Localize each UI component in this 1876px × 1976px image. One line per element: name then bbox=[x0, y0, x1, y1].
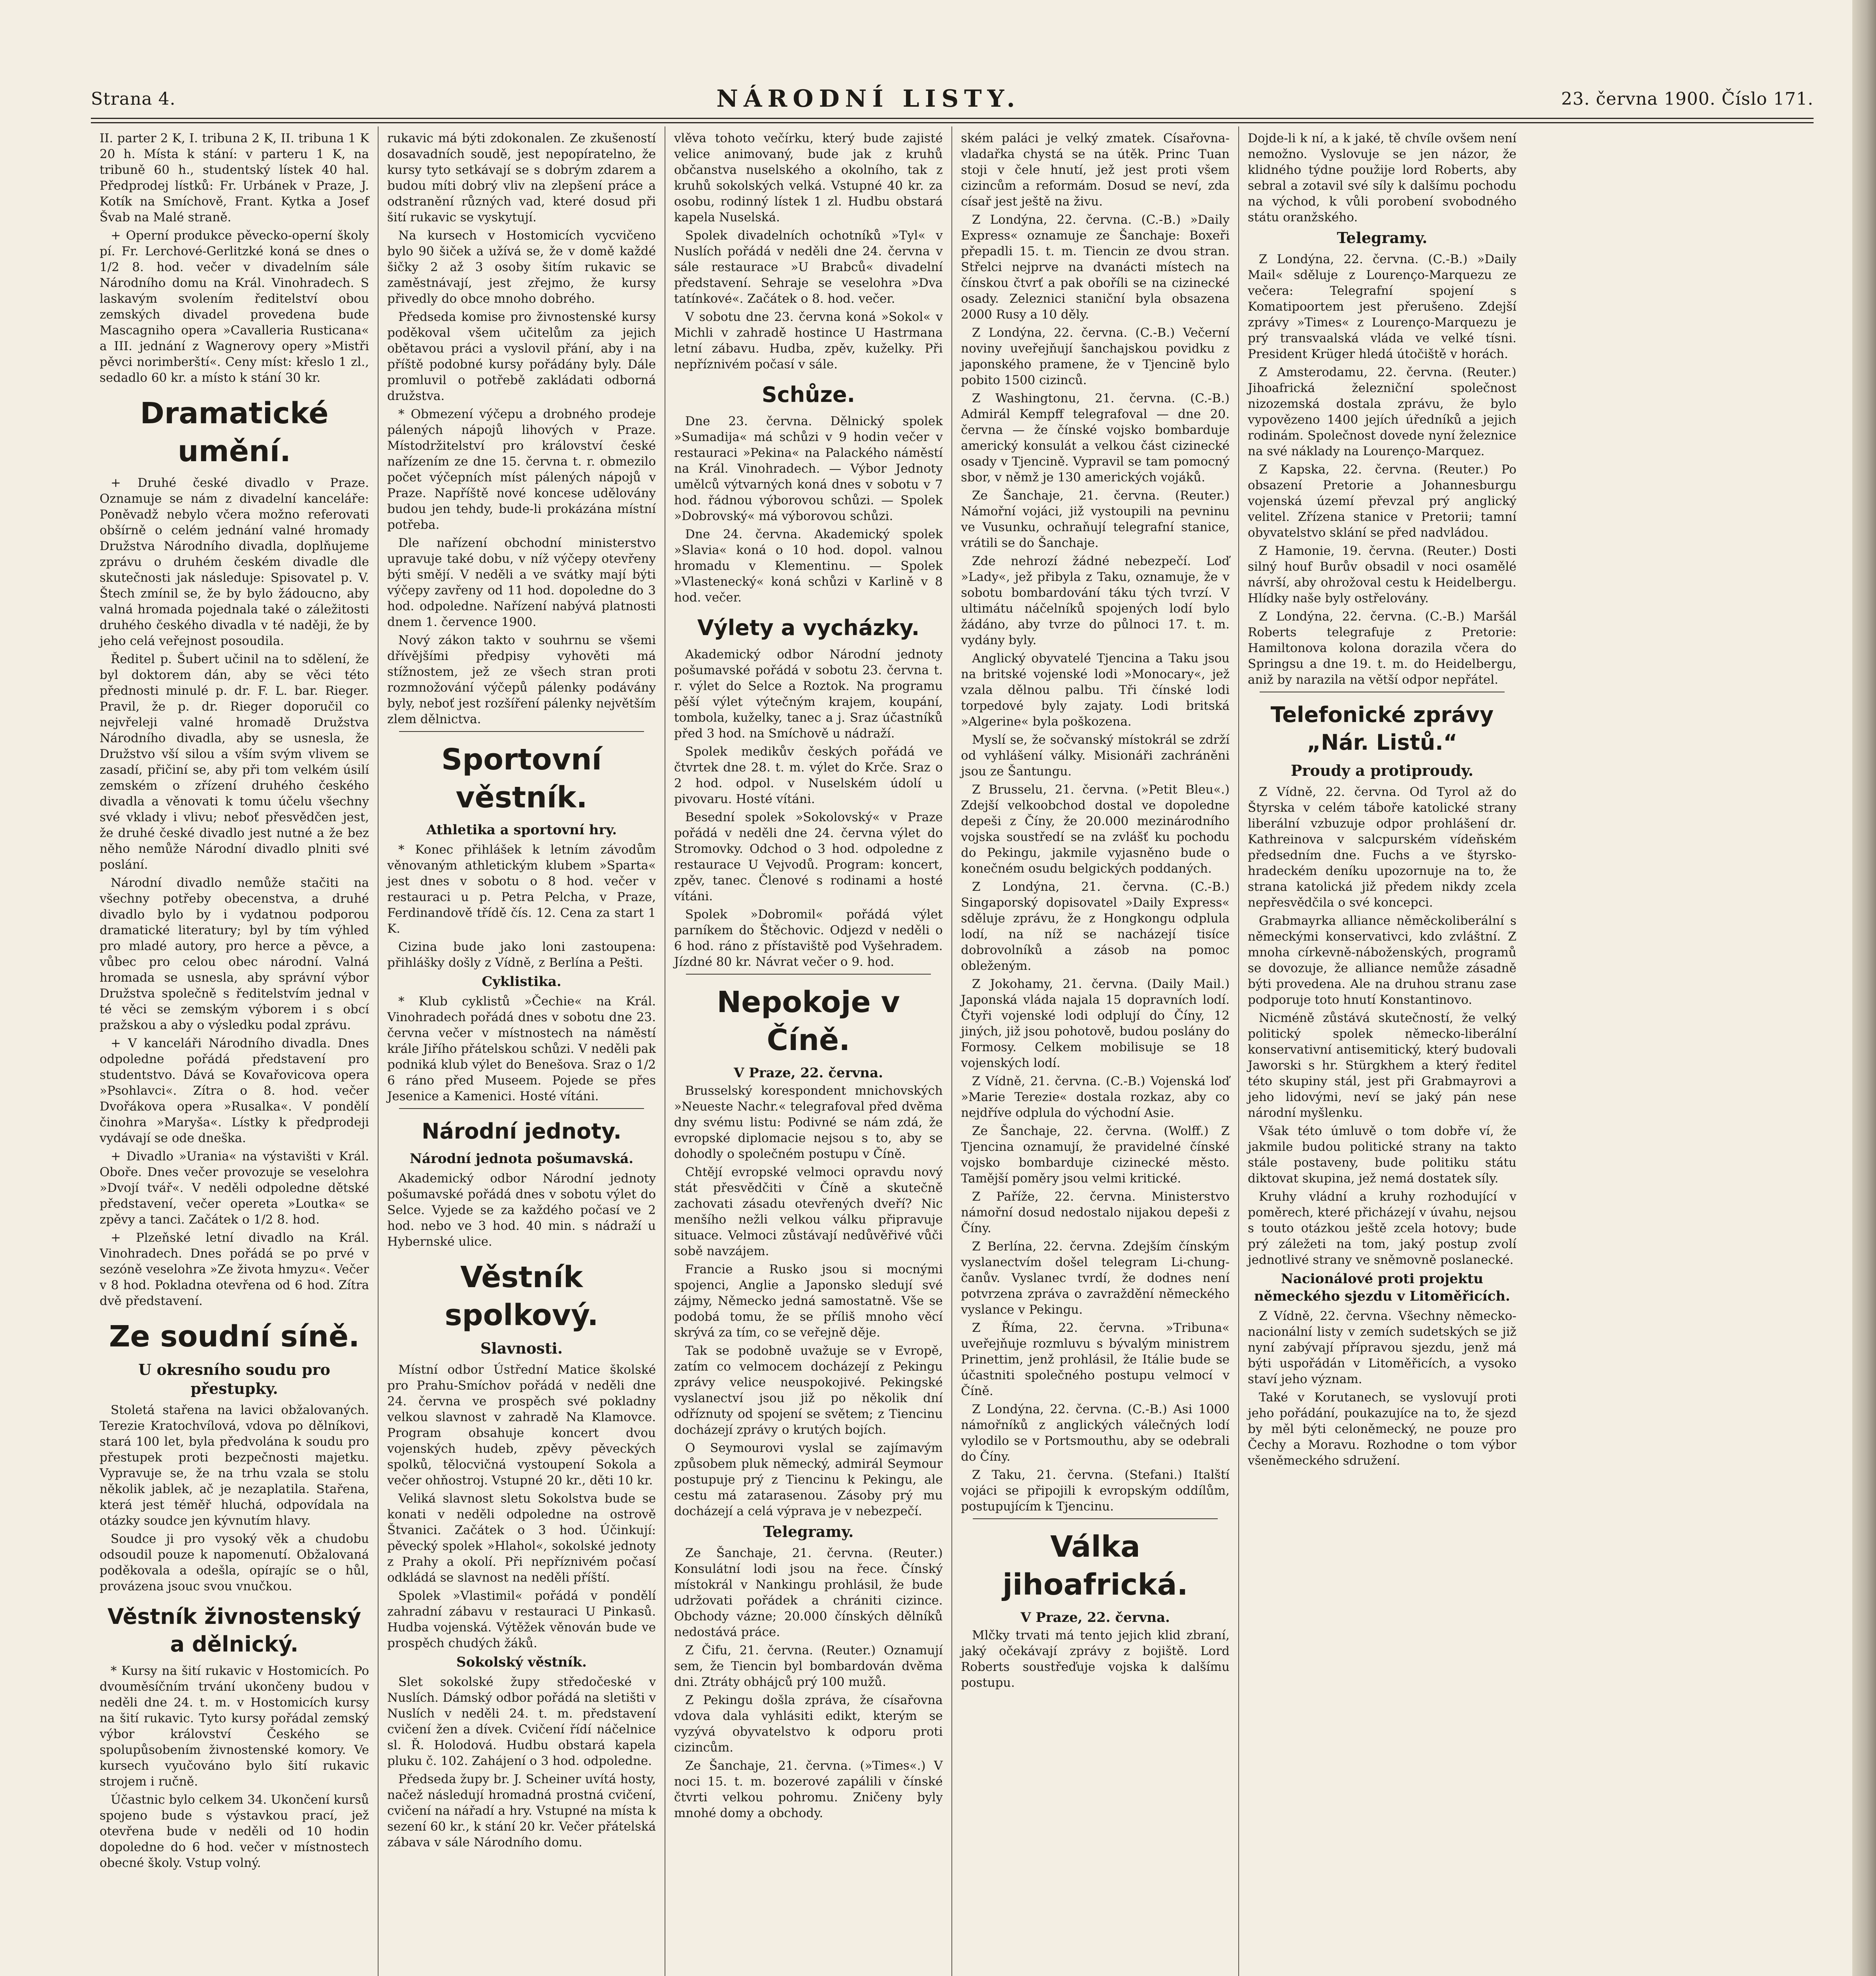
article-paragraph: Také v Korutanech, se vyslovují proti jeho pořádání, poukazujíce na to, že sjezd by měl býti celoněmecký, ne pouze pro Čechy a Moravu. Rozhodne o tom výbor všeněmeckého sdružení. bbox=[1248, 1390, 1516, 1468]
article-paragraph: Z Vídně, 21. června. (C.-B.) Vojenská loď »Marie Terezie« dostala rozkaz, aby co nejdříve odplula do východní Asie. bbox=[961, 1074, 1230, 1120]
article-paragraph: Kruhy vládní a kruhy rozhodující v poměrech, které přicházejí v úvahu, nejsou s touto otázkou ještě zcela hotovy; bude prý záležeti na tom, jaký postup zvolí jednotlivé strany ve sněmovně poslanecké. bbox=[1248, 1190, 1516, 1267]
article-paragraph: + Divadlo »Urania« na výstavišti v Král. Oboře. Dnes večer provozuje se veselohra »Dvojí tvář«. V neděli odpoledne dětské představení, večer opereta »Loutka« se zpěvy a tanci. Začátek o 1/2 8. hod. bbox=[100, 1149, 369, 1227]
subheading-national: Národní jednota pošumavská. bbox=[409, 1151, 634, 1167]
section-heading-national: Národní jednoty. bbox=[422, 1119, 622, 1144]
page-number: Strana 4. bbox=[91, 89, 176, 109]
column-2 bbox=[378, 126, 665, 1976]
section-heading-drama: Dramatické umění. bbox=[140, 396, 329, 468]
subheading-festivities: Slavnosti. bbox=[480, 1339, 563, 1357]
article-paragraph: Akademický odbor Národní jednoty pošumavské pořádá v sobotu 23. června t. r. výlet do Selce a Roztok. Na programu pěší výlet výtečným krajem, koupání, tombola, kuželky, tanec a j. Sraz účastníků před 3 hod. na Smíchově u nádraží. bbox=[674, 647, 943, 741]
article-paragraph: Dne 24. června. Akademický spolek »Slavia« koná o 10 hod. dopol. valnou hromadu v Klementinu. — Spolek »Vlastenecký« koná schůzi v Karlině v 8 hod. večer. bbox=[674, 527, 943, 605]
section-heading-phone-news: Telefonické zprávy „Nár. Listů.“ bbox=[1270, 702, 1494, 755]
article-paragraph: Národní divadlo nemůže stačiti na všechny potřeby obecenstva, a druhé divadlo bylo by i vydatnou podporou dramatické literatury; byl by tím výhled pro mladé autory, pro herce a pěvce, a vůbec pro celou obec národní. Valná hromada se usnesla, aby správní výbor Družstva společně s ředitelstvím jednal v té věci se zemským výborem i s obcí pražskou a aby o výsledku podal zprávu. bbox=[100, 876, 369, 1032]
subheading-telegrams: Telegramy. bbox=[1337, 229, 1428, 247]
article-paragraph: Z Berlína, 22. června. Zdejším čínským vyslanectvím došel telegram Li-chung-čanův. Vyslanec tvrdí, že dodnes není potvrzena zpráva o zavraždění německého vyslance v Pekingu. bbox=[961, 1239, 1230, 1317]
article-paragraph: Předseda komise pro živnostenské kursy poděkoval všem učitelům za jejich obětavou práci a vyslovil přání, aby i na příště podobné kursy pořádány byly. Dále promluvil o potřebě zakládati odborná družstva. bbox=[387, 310, 656, 403]
article-paragraph: Z Washingtonu, 21. června. (C.-B.) Admirál Kempff telegrafoval — dne 20. června — že čínské vojsko bombarduje americký konsulát a velkou část cizinecké osady v Tjencině. Vypravil se tam pomocný sbor, v němž je 130 amerických vojáků. bbox=[961, 391, 1230, 485]
section-divider bbox=[399, 731, 644, 732]
article-paragraph: + Plzeňské letní divadlo na Král. Vinohradech. Dnes pořádá se po prvé v sezóně veselohra »Ze života hmyzu«. Večer v 8 hod. Pokladna otevřena od 6 hod. Zítra dvě představení. bbox=[100, 1231, 369, 1308]
article-paragraph: Z Kapska, 22. června. (Reuter.) Po obsazení Pretorie a Johannesburgu vojenská území převzal prý anglický velitel. Zřízena stanice v Pretorii; tamní obyvatelstvo sklání se před nadvládou. bbox=[1248, 462, 1516, 540]
section-heading-boer-war: Válka jihoafrická. bbox=[1002, 1530, 1188, 1602]
article-paragraph: Brusselský korespondent mnichovských »Neueste Nachr.« telegrafoval před dvěma dny svému listu: Podivné se nám zdá, že evropské diplomacie nejsou s to, aby se dohodly o společném postupu v Číně. bbox=[674, 1084, 943, 1161]
article-paragraph: Slet sokolské župy středočeské v Nuslích. Dámský odbor pořádá na sletišti v Nuslích v neděli 24. t. m. představení cvičení žen a dívek. Cvičení řídí náčelnice sl. Ř. Holodová. Hudbu obstará kapela pluku č. 102. Zahájení o 3 hod. odpoledne. bbox=[387, 1675, 656, 1768]
article-paragraph: Z Jokohamy, 21. června. (Daily Mail.) Japonská vláda najala 15 dopravních lodí. Čtyři vojenské lodi odplují do Číny, 12 jiných, již jsou pohotově, budou poslány do Formosy. Celkem mobilisuje se 18 vojenských lodí. bbox=[961, 977, 1230, 1070]
section-divider bbox=[973, 1518, 1218, 1519]
article-paragraph: Tak se podobně uvažuje se v Evropě, zatím co velmocem docházejí z Pekingu zprávy velice neuspokojivé. Pekingské vyslanectví jsou již po několik dní odříznuty od spojení se světem; z Tiencinu docházejí zprávy o krutých bojích. bbox=[674, 1344, 943, 1437]
column-5 bbox=[1238, 126, 1525, 1976]
article-paragraph: Soudce ji pro vysoký věk a chudobu odsoudil pouze k napomenutí. Obžalovaná poděkovala a odešla, opírajíc se o hůl, provázena jsouc svou vnučkou. bbox=[100, 1532, 369, 1593]
article-paragraph: Cizina bude jako loni zastoupena: přihlášky došly z Vídně, z Berlína a Pešti. bbox=[387, 940, 656, 970]
masthead-title: NÁRODNÍ LISTY. bbox=[716, 85, 1021, 113]
article-paragraph: Z Čifu, 21. června. (Reuter.) Oznamují sem, že Tiencin byl bombardován dvěma dni. Ztráty obhájců prý 100 mužů. bbox=[674, 1643, 943, 1689]
article-paragraph: Zde nehrozí žádné nebezpečí. Loď »Lady«, jež přibyla z Taku, oznamuje, že v sobotu bombardování táku tých tvrzí. V ultimátu náčelníků spojených lodí bylo žádáno, aby tvrze do půlnoci 17. t. m. vydány byly. bbox=[961, 554, 1230, 647]
article-paragraph: Z Brusselu, 21. června. (»Petit Bleu«.) Zdejší velkoobchod dostal ve dopoledne depeši z Číny, že 20.000 mezinárodního vojska soustředí se na zvlášť ku pochodu do Pekingu, jakmile vyjasněno bude o konečném osudu belgických poddaných. bbox=[961, 782, 1230, 876]
article-paragraph: Chtějí evropské velmoci opravdu nový stát přesvědčiti v Číně a skutečně zachovati zásadu otevřených dveří? Nic menšího nežli velkou válku připravuje situace. Velmoci zůstávají nedůvěřivé vůči sobě navzájem. bbox=[674, 1165, 943, 1258]
subheading-court: U okresního soudu pro přestupky. bbox=[138, 1361, 330, 1397]
article-paragraph: Grabmayrka alliance něměckoliberální s německými konservativci, kdo zvláštní. Z mnoha církevně-náboženských, programů se dovozuje, že alliance nemůže zásadně býti provedena. Ale na druhou stranu zase podporuje toto hnutí Konstantinovo. bbox=[1248, 914, 1516, 1007]
article-paragraph: Na kursech v Hostomicích vycvičeno bylo 90 šiček a užívá se, že v domě každé šičky 2 až 3 osoby šitím rukavic se zaměstnávají, jest zřejmo, že kursy přivedly do obce mnoho dobrého. bbox=[387, 228, 656, 306]
section-heading-trips: Výlety a vycházky. bbox=[697, 615, 920, 640]
article-paragraph: + Operní produkce pěvecko-operní školy pí. Fr. Lerchové-Gerlitzké koná se dnes o 1/2 8. hod. večer v divadelním sále Národního domu na Král. Vinohradech. S laskavým svolením ředitelství obou zemských divadel provedena bude Mascagniho opera »Cavalleria Rusticana« a III. jednání z Wagnerovy opery »Mistři pěvci norimberští«. Ceny míst: křeslo 1 zl., sedadlo 60 kr. a místo k stání 30 kr. bbox=[100, 228, 369, 385]
article-paragraph: * Klub cyklistů »Čechie« na Král. Vinohradech pořádá dnes v sobotu dne 23. června večer v místnostech na náměstí krále Jiřího přátelskou schůzi. V neděli pak podniká klub výlet do Benešova. Sraz o 1/2 6 ráno před Museem. Pojede se přes Jesenice a Kamenici. Hosté vítáni. bbox=[387, 994, 656, 1103]
article-paragraph: Z Paříže, 22. června. Ministerstvo námořní dosud nedostalo nijakou depeši z Číny. bbox=[961, 1190, 1230, 1235]
article-paragraph: Dne 23. června. Dělnický spolek »Sumadija« má schůzi v 9 hodin večer v restauraci »Pekina« na Palackého náměstí na Král. Vinohradech. — Výbor Jednoty umělců výtvarných koná dnes v sobotu v 7 hod. řádnou výborovou schůzi. — Spolek »Dobrovský« má výborovou schůzi. bbox=[674, 414, 943, 523]
article-paragraph: Dojde-li k ní, a k jaké, tě chvíle ovšem není nemožno. Vyslovuje se jen názor, že klidného týdne použije lord Roberts, aby sebral a zotavil své síly k dalšímu pochodu na východ, k vůli porobení svobodného státu oranžského. bbox=[1248, 131, 1516, 224]
article-paragraph: Z Vídně, 22. června. Všechny německo-nacionální listy v zemích sudetských se již nyní zabývají přípravou sjezdu, jenž má býti uspořádán v Litoměřicích, a vysoko staví jeho význam. bbox=[1248, 1309, 1516, 1386]
article-paragraph: Stoletá stařena na lavici obžalovaných. Terezie Kratochvílová, vdova po dělníkovi, stará 100 let, byla předvolána k soudu pro přestupek proti bezpečnosti majetku. Vypravuje se, že na trhu vzala se stolu několik jablek, ač je nezaplatila. Stařena, která jest téměř hluchá, odpovídala na otázky soudce jen kývnutím hlavy. bbox=[100, 1403, 369, 1528]
article-paragraph: Místní odbor Ústřední Matice školské pro Prahu-Smíchov pořádá v neděli dne 24. června ve prospěch své pokladny velkou slavnost v zahradě Na Klamovce. Program obsahuje koncert dvou vojenských hudeb, zpěvy pěveckých spolků, tělocvičná vystoupení Sokola a večer ohňostroj. Vstupné 20 kr., děti 10 kr. bbox=[387, 1363, 656, 1488]
subheading-athletics: Athletika a sportovní hry. bbox=[426, 822, 617, 838]
article-paragraph: Nový zákon takto v souhrnu se všemi dřívějšími předpisy vyhověti má stížnostem, jež ze všech stran proti rozmnožování výčepů pálenky podávány byly, neboť jest rozšíření pálenky největším zlem dělnictva. bbox=[387, 633, 656, 726]
article-paragraph: Spolek »Dobromil« pořádá výlet parníkem do Štěchovic. Odjezd v neděli o 6 hod. ráno z přístaviště pod Vyšehradem. Jízdné 80 kr. Návrat večer o 9. hod. bbox=[674, 907, 943, 969]
article-paragraph: Mlčky trvati má tento jejich klid zbraní, jaký očekávají zprávy z bojiště. Lord Roberts soustřeďuje vojska k dalšímu postupu. bbox=[961, 1628, 1230, 1690]
section-heading-sport: Sportovní věstník. bbox=[441, 743, 602, 815]
article-paragraph: vlěva tohoto večírku, který bude zajisté velice animovaný, bude jak z kruhů občanstva nuselského a okolního, tak z kruhů sokolských velká. Vstupné 40 kr. za osobu, rodinný lístek 1 zl. Hudbu obstará kapela Nuselská. bbox=[674, 131, 943, 224]
subheading-nationalists: Nacionálové proti projektu německého sjezdu v Litoměřicích. bbox=[1254, 1271, 1510, 1304]
article-paragraph: Z Říma, 22. června. »Tribuna« uveřejňuje rozmluvu s bývalým ministrem Prinettim, jenž prohlásil, že Itálie bude se účastniti společného postupu velmocí v Číně. bbox=[961, 1321, 1230, 1398]
subheading-cycling: Cyklistika. bbox=[482, 974, 561, 990]
column-1 bbox=[91, 126, 378, 1976]
article-paragraph: O Seymourovi vyslal se zajímavým způsobem pluk německý, admirál Seymour postupuje prý z Tiencinu k Pekingu, ale cestu má zatarasenou. Zásoby prý mu docházejí a celá výprava je v nebezpečí. bbox=[674, 1441, 943, 1518]
column-4 bbox=[951, 126, 1238, 1976]
article-paragraph: Však této úmluvě o tom dobře ví, že jakmile budou politické strany na takto stále postaveny, bude politiku státu diktovat skupina, jež nemá dostatek síly. bbox=[1248, 1124, 1516, 1186]
article-paragraph: Z Londýna, 22. června. (C.-B.) »Daily Express« oznamuje ze Šanchaje: Boxeři přepadli 15. t. m. Tiencin ze dvou stran. Střelci nejprve na dvanácti místech na čínskou čtvrť a pak oboříli se na cizinecké osady. Zeleznici staniční byla obsazena 2000 Rusy a 10 děly. bbox=[961, 213, 1230, 322]
article-paragraph: Ředitel p. Šubert učinil na to sdělení, že byl doktorem dán, aby se věci této přednosti minulé p. dr. F. L. bar. Rieger. Pravil, že p. dr. Rieger doporučil co nejvřeleji valné hromadě Družstva Národního divadla, aby se usnesla, že Družstvo vší silou a vším svým vlivem se zasadí, přičiní se, aby při tom velkém úsilí zemském o zřízení druhého českého divadla a věnovati k tomu účelu všechny své vklady i vlivu; neboť přesvědčen jest, že druhé české divadlo jest nutné a že bez něho nemůže Národní divadlo plniti své poslání. bbox=[100, 652, 369, 872]
article-paragraph: Z Londýna, 22. června. (C.-B.) Maršál Roberts telegrafuje z Pretorie: Hamiltonova kolona dorazila včera do Springsu a dne 19. t. m. do Heidelbergu, aniž by narazila na větší odpor nepřátel. bbox=[1248, 609, 1516, 687]
article-paragraph: Z Londýna, 21. června. (C.-B.) Singaporský dopisovatel »Daily Express« sděluje zprávu, že z Hongkongu odplula lodí, na níž se nacházejí tisíce dobrovolníků a zásob na pomoc obleženým. bbox=[961, 880, 1230, 973]
article-paragraph: Francie a Rusko jsou si mocnými spojenci, Anglie a Japonsko sledují své zájmy, Německo jedná samostatně. Vše se podobá tomu, že se příliš mnoho věcí skrývá za tím, co se veřejně děje. bbox=[674, 1262, 943, 1340]
subheading-sokol: Sokolský věstník. bbox=[456, 1654, 587, 1670]
article-paragraph: Ze Šanchaje, 22. června. (Wolff.) Z Tjencina oznamují, že pravidelné čínské vojsko bombarduje cizinecké město. Tamější poměry jsou velmi kritické. bbox=[961, 1124, 1230, 1186]
article-paragraph: ském paláci je velký zmatek. Císařovna-vladařka chystá se na útěk. Princ Tuan stoji v čele hnutí, jež jest proti všem cizincům a reformám. Dosud se neví, zda císař jest ještě na živu. bbox=[961, 131, 1230, 209]
header-rule bbox=[91, 118, 1814, 123]
article-paragraph: Nicméně zůstává skutečností, že velký politický spolek německo-liberální konservativní antisemitický, který budovali Jaworski s hr. Stürgkhem a který ředitel této skupiny stál, jest při Grabmayrovi a jeho lidovými, neví se jaký pán nese národní myšlenku. bbox=[1248, 1011, 1516, 1120]
article-paragraph: Spolek medikův českých pořádá ve čtvrtek dne 28. t. m. výlet do Krče. Sraz o 2 hod. odpol. v Nuselském údolí u pivovaru. Hosté vítáni. bbox=[674, 745, 943, 806]
section-heading-associations: Věstník spolkový. bbox=[445, 1260, 599, 1332]
text-columns bbox=[91, 126, 1814, 1976]
article-paragraph: Předseda župy br. J. Scheiner uvítá hosty, načež následují hromadná prostná cvičení, cvičení na nářadí a hry. Vstupné na místa k sezení 60 kr., k stání 20 kr. Večer přátelská zábava v sále Národního domu. bbox=[387, 1772, 656, 1850]
article-paragraph: Veliká slavnost sletu Sokolstva bude se konati v neděli odpoledne na ostrově Štvanici. Začátek o 3 hod. Účinkují: pěvecký spolek »Hlahol«, sokolské jednoty z Prahy a okolí. Při nepříznivém počasí odkládá se slavnost na neděli příští. bbox=[387, 1491, 656, 1585]
section-heading-china: Nepokoje v Číně. bbox=[717, 985, 900, 1057]
article-paragraph: Anglický obyvatelé Tjencina a Taku jsou na britské vojenské lodi »Monocary«, jež vzala dělnou palbu. Tři čínské lodi torpedové byly zajaty. Lodi britská »Algerine« byla poškozena. bbox=[961, 651, 1230, 729]
article-paragraph: + V kanceláři Národního divadla. Dnes odpoledne pořádá představení pro studentstvo. Dává se Kovařovicova opera »Psohlavci«. Zítra o 8. hod. večer Dvořákova opera »Rusalka«. V pondělí činohra »Maryša«. Lístky k předprodeji vydávají se ode dneška. bbox=[100, 1036, 369, 1145]
article-paragraph: rukavic má býti zdokonalen. Ze zkušeností dosavadních soudě, jest nepopíratelno, že kursy tyto setkávají se s dobrým zdarem a budou míti dobrý vliv na zlepšení práce a odstranění různých vad, které dosud při šití rukavic se vyskytují. bbox=[387, 131, 656, 224]
article-paragraph: * Kursy na šití rukavic v Hostomicích. Po dvouměsíčním trvání ukončeny budou v neděli dne 24. t. m. v Hostomicích kursy na šití rukavic. Tyto kursy pořádal zemský výbor království Českého se spolupůsobením živnostenské komory. Ve kursech vyučováno bylo šití rukavic strojem i ručně. bbox=[100, 1664, 369, 1789]
section-heading-court: Ze soudní síně. bbox=[109, 1320, 360, 1354]
issue-date: 23. června 1900. Číslo 171. bbox=[1561, 89, 1814, 109]
article-paragraph: V sobotu dne 23. června koná »Sokol« v Michli v zahradě hostince U Hastrmana letní zábavu. Hudba, zpěv, kuželky. Při nepříznivém počasí v sále. bbox=[674, 310, 943, 371]
article-paragraph: Akademický odbor Národní jednoty pošumavské pořádá dnes v sobotu výlet do Selce. Vyjede se za každého počasí ve 2 hod. nebo ve 3 hod. 40 min. s nádraží u Hybernské ulice. bbox=[387, 1171, 656, 1249]
article-paragraph: Ze Šanchaje, 21. června. (Reuter.) Námořní vojáci, již vystoupili na pevninu ve Vusunku, ochraňují telegrafní stanice, vrátili se do Šanchaje. bbox=[961, 488, 1230, 550]
article-paragraph: Z Taku, 21. června. (Stefani.) Italští vojáci se připojili k evropským oddílům, postupujícím k Tjencinu. bbox=[961, 1468, 1230, 1514]
dateline: V Praze, 22. června. bbox=[1021, 1610, 1170, 1625]
article-paragraph: Z Amsterodamu, 22. června. (Reuter.) Jihoafrická železniční společnost nizozemská dostala zprávu, že bylo vypovězeno 1400 jejích úředníků a jejich rodinám. Společnost dovede nyní železnice na své náklady na Lourenço-Marquez. bbox=[1248, 365, 1516, 458]
article-paragraph: Z Londýna, 22. června. (C.-B.) Asi 1000 námořníků z anglických válečných lodí vylodilo se v Portsmouthu, aby se odebrali do Číny. bbox=[961, 1402, 1230, 1464]
dateline: V Praze, 22. června. bbox=[734, 1065, 883, 1081]
column-3 bbox=[665, 126, 951, 1976]
article-paragraph: + Druhé české divadlo v Praze. Oznamuje se nám z divadelní kanceláře: Poněvadž nebylo včera možno referovati obšírně o celém jednání valné hromady Družstva Národního divadla, doplňujeme zprávu o druhém českém divadle dle skutečnosti jak následuje: Spisovatel p. V. Štech zmínil se, že by bylo žádoucno, aby valná hromada pojednala také o záležitosti druhého českého divadla v té naději, že by jeho celá veřejnost posoudila. bbox=[100, 476, 369, 648]
section-divider bbox=[686, 974, 931, 975]
subheading-currents: Proudy a protiproudy. bbox=[1290, 762, 1474, 779]
article-paragraph: * Konec přihlášek k letním závodům věnovaným athletickým klubem »Sparta« jest dnes v sobotu o 8 hod. večer v restauraci u p. Petra Pelcha, v Praze, Ferdinandově třídě čís. 12. Cena za start 1 K. bbox=[387, 843, 656, 936]
article-paragraph: II. parter 2 K, I. tribuna 2 K, II. tribuna 1 K 20 h. Místa k stání: v parteru 1 K, na tribuně 60 h., studentský lístek 40 hal. Předprodej lístků: Fr. Urbánek v Praze, J. Kotík na Smíchově, Frant. Kytka a Josef Švab na Malé straně. bbox=[100, 131, 369, 224]
section-divider bbox=[399, 1108, 644, 1109]
section-heading-meetings: Schůze. bbox=[761, 382, 855, 407]
scan-edge bbox=[1852, 0, 1876, 1976]
article-paragraph: Myslí se, že sočvanský místokrál se zdrží od vyhlášení války. Misionáři zachráněni jsou ze Šantungu. bbox=[961, 733, 1230, 779]
article-paragraph: Spolek »Vlastimil« pořádá v pondělí zahradní zábavu v restauraci U Pinkasů. Hudba vojenská. Výtěžek věnován bude ve prospěch chudých žáků. bbox=[387, 1589, 656, 1650]
article-paragraph: Účastnic bylo celkem 34. Ukončení kursů spojeno bude s výstavkou prací, jež otevřena bude v neděli od 10 hodin dopoledne do 6 hod. večer v místnostech obecné školy. Vstup volný. bbox=[100, 1793, 369, 1870]
running-header bbox=[91, 83, 1814, 115]
article-paragraph: Spolek divadelních ochotníků »Tyl« v Nuslích pořádá v neděli dne 24. června v sále restaurace »U Brabců« divadelní představení. Sehraje se veselohra »Dva tatínkové«. Začátek o 8. hod. večer. bbox=[674, 228, 943, 306]
article-paragraph: Z Vídně, 22. června. Od Tyrol až do Štyrska v celém táboře katolické strany liberální vzbuzuje odpor prohlášení dr. Kathreinova v salcpurském vídeňském předsedním dne. Fuchs a ve štyrsko-hradeckém deníku upozornuje na to, že strana katolická již předem nikdy zcela nepřesvědčila o své koncepci. bbox=[1248, 785, 1516, 910]
article-paragraph: * Obmezení výčepu a drobného prodeje pálených nápojů lihových v Praze. Místodržitelství pro království české nařízením ze dne 15. června t. r. obmezilo počet výčepních míst pálených nápojů v Praze. Napříště nové koncese udělovány budou jen tehdy, bude-li prokázána místní potřeba. bbox=[387, 407, 656, 532]
subheading-telegrams: Telegramy. bbox=[763, 1523, 854, 1540]
article-paragraph: Ze Šanchaje, 21. června. (»Times«.) V noci 15. t. m. bozerové zapálili v čínské čtvrti velkou pohromu. Zničeny byly mnohé domy a obchody. bbox=[674, 1759, 943, 1820]
article-paragraph: Z Londýna, 22. června. (C.-B.) »Daily Mail« sděluje z Lourenço-Marquezu ze večera: Telegrafní spojení s Komatipoortem jest přerušeno. Zdejší zprávy »Times« z Lourenço-Marquezu je prý transvaalská vláda ve velké tísni. President Krüger hledá útočiště v horách. bbox=[1248, 252, 1516, 361]
article-paragraph: Z Londýna, 22. června. (C.-B.) Večerní noviny uveřejňují šanchajskou povidku z japonského pramene, že v Tjencině bylo pobito 1500 cizinců. bbox=[961, 326, 1230, 387]
article-paragraph: Z Pekingu došla zpráva, že císařovna vdova dala vyhlásiti edikt, kterým se vyzývá obyvatelstvo k odporu proti cizincům. bbox=[674, 1693, 943, 1755]
article-paragraph: Z Hamonie, 19. června. (Reuter.) Dosti silný houf Burův obsadil v noci osamělé návrší, aby ohrožoval cestu k Heidelbergu. Hlídky naše byly ostřelovány. bbox=[1248, 544, 1516, 605]
article-paragraph: Besední spolek »Sokolovský« v Praze pořádá v neděli dne 24. června výlet do Stromovky. Odchod o 3 hod. odpoledne z restaurace U Vejvodů. Program: koncert, zpěv, tanec. Členové s rodinami a hosté vítáni. bbox=[674, 810, 943, 903]
article-paragraph: Dle nařízení obchodní ministerstvo upravuje také dobu, v níž výčepy otevřeny býti smějí. V neděli a ve svátky mají býti výčepy zavřeny od 11 hod. dopoledne do 3 hod. odpoledne. Nařízení nabývá platnosti dnem 1. července 1900. bbox=[387, 536, 656, 629]
section-heading-trade: Věstník živnostenský a dělnický. bbox=[107, 1604, 362, 1657]
article-paragraph: Ze Šanchaje, 21. června. (Reuter.) Konsulátní lodi jsou na řece. Čínský místokrál v Nankingu prohlásil, že bude udržovati pořádek a chrániti cizince. Obchody vázne; 20.000 čínských dělníků nedostává práce. bbox=[674, 1546, 943, 1639]
